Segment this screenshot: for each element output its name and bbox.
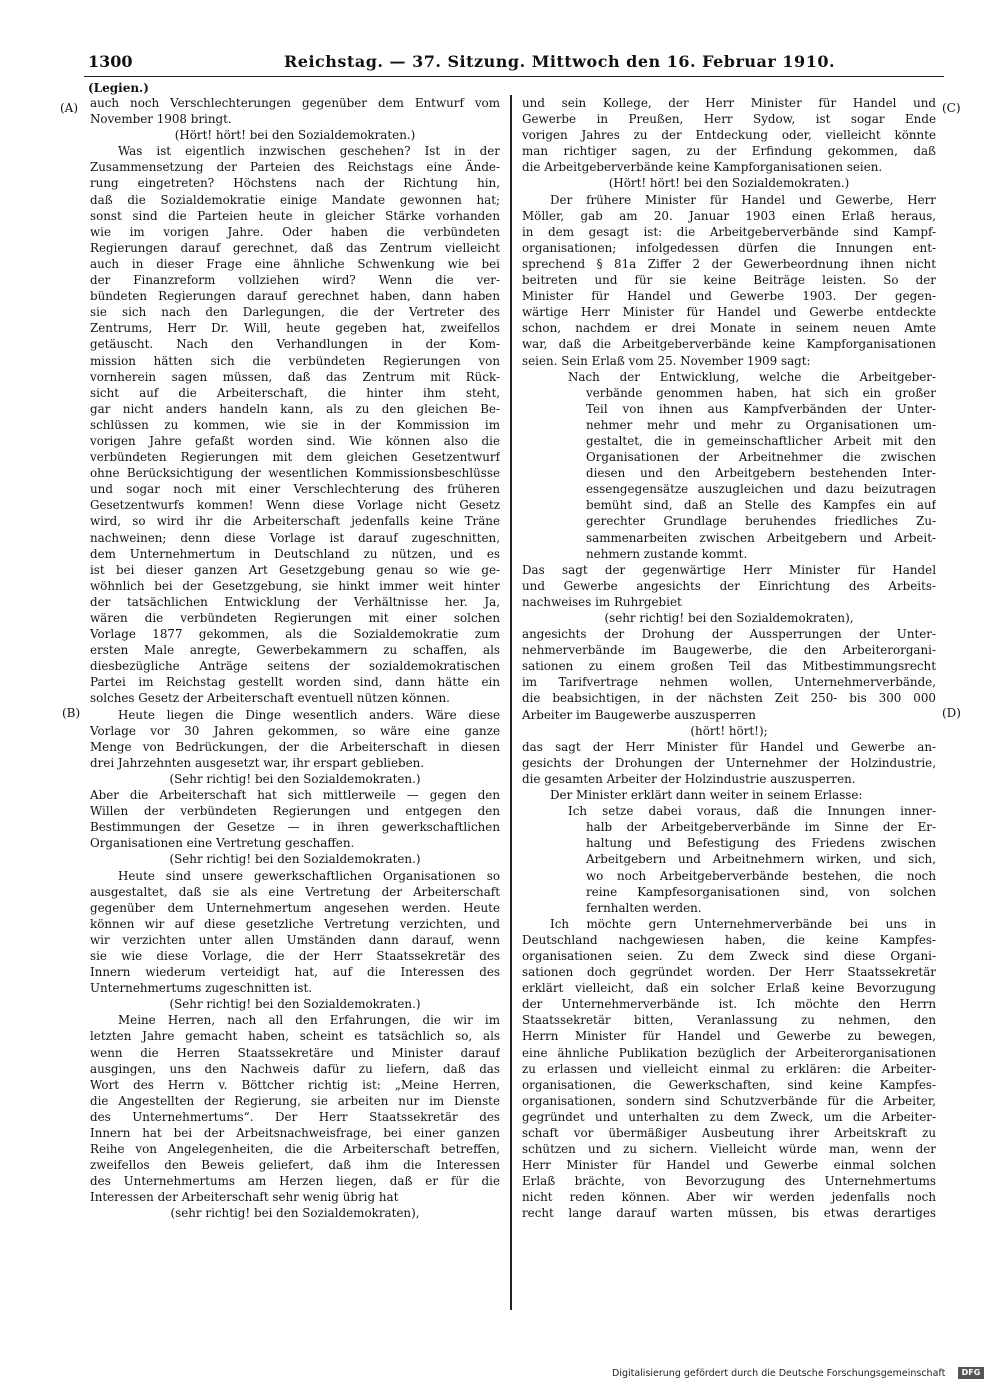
text-line: Wort des Herrn v. Böttcher richtig ist: „Meine Herren, (90, 1077, 500, 1092)
text-line: der tatsächlichen Entwicklung der Verhältnisse her. Ja, (90, 594, 500, 609)
text-line: die Arbeitgeberverbände keine Kampforganisationen seien. (522, 160, 883, 175)
text-line: Das sagt der gegenwärtige Herr Minister für Handel (522, 562, 936, 577)
text-line: gerechter Grundlage beruhendes friedliches Zu- (586, 514, 936, 529)
text-line: schon, nachdem er drei Monate in seinem neuen Amte (522, 321, 936, 336)
text-line: Ich setze dabei voraus, daß die Innungen inner- (568, 804, 936, 819)
text-line: organisationen; infolgedessen dürfen die Innungen ent- (522, 240, 936, 255)
text-line: nehmer mehr und mehr zu Organisationen um- (586, 417, 936, 432)
text-line: auch in dieser Frage eine ähnliche Schwenkung wie bei (90, 256, 500, 271)
text-line: halb der Arbeitgeberverbände im Sinne der Er- (586, 820, 936, 835)
text-line: Herrn Minister für Handel und Gewerbe zu bewegen, (522, 1029, 936, 1044)
text-line: organisationen seien. Zu dem Zweck sind diese Organi- (522, 948, 936, 963)
text-line: sationen doch gegründet worden. Der Herr Staatssekretär (522, 965, 936, 980)
text-line: Nach der Entwicklung, welche die Arbeitgeber- (568, 369, 936, 384)
text-line: gestaltet, die in gemeinschaftlicher Arbeit mit den (586, 433, 936, 448)
text-line: erklärt vielleicht, daß ein solcher Erlaß keine Bevorzugung (522, 981, 936, 996)
text-line: Gesetzentwurfs kommen! Wenn diese Vorlage nicht Gesetz (90, 498, 500, 513)
text-line: Regierungen darauf gerechnet, daß das Zentrum vielleicht (90, 240, 500, 255)
right-column (522, 95, 936, 1222)
text-line: haltung und Befestigung des Friedens zwischen (586, 836, 936, 851)
text-line: (Hört! hört! bei den Sozialdemokraten.) (174, 128, 416, 143)
text-line: auch noch Verschlechterungen gegenüber dem Entwurf vom (90, 96, 500, 110)
text-line: dem Unternehmertum in Deutschland zu nützen, und es (90, 546, 500, 561)
speaker-label: (Legien.) (88, 81, 149, 95)
text-line: Meine Herren, nach all den Erfahrungen, die wir im (118, 1013, 500, 1028)
text-line: Vorlage vor 30 Jahren gekommen, so wäre eine ganze (90, 723, 500, 738)
text-line: Der frühere Minister für Handel und Gewerbe, Herr (550, 192, 936, 207)
text-line: Ich möchte gern Unternehmerverbände bei uns in (550, 916, 936, 931)
text-line: nachweises im Ruhrgebiet (522, 594, 682, 609)
text-line: sprechend § 81a Ziffer 2 der Gewerbeordnung ihnen nicht (522, 256, 936, 271)
text-line: Staatssekretär bitten, Veranlassung zu nehmen, den (522, 1013, 936, 1028)
text-line: der Finanzreform vollziehen wird? Wenn die ver- (90, 273, 500, 288)
left-column (90, 95, 500, 1222)
text-line: gegründet und unterhalten zu dem Zweck, um die Arbeiter- (522, 1109, 936, 1124)
text-line: fernhalten werden. (586, 900, 702, 915)
text-line: im Tarifvertrage nehmen wollen, Unternehmerverbände, (522, 675, 936, 690)
text-line: sie wie diese Vorlage, die der Herr Staatssekretär des (90, 948, 500, 963)
text-line: beitreten und für sie keine Beiträge leisten. So der (522, 273, 936, 288)
text-line: Partei im Reichstag gestellt worden sind, dann hätte ein (90, 675, 500, 690)
text-line: und sein Kollege, der Herr Minister für Handel und (522, 96, 936, 110)
text-line: schlüssen zu kommen, wie sie in der Kommission im (90, 417, 500, 432)
text-line: Gewerbe in Preußen, Herr Sydow, ist sogar Ende (522, 112, 936, 127)
text-line: sie sich nach den Darlegungen, die der Vertreter des (90, 305, 500, 320)
text-line: wenn die Herren Staatssekretäre und Minister darauf (90, 1045, 500, 1060)
text-line: drei Jahrzehnten ausgesetzt war, ihr erspart geblieben. (90, 755, 425, 770)
text-line: Heute liegen die Dinge wesentlich anders. Wäre diese (118, 707, 500, 722)
text-line: sonst sind die Parteien heute in gleicher Stärke vorhanden (90, 208, 500, 223)
text-line: in dem gesagt ist: die Arbeitgeberverbände sind Kampf- (522, 224, 936, 239)
text-line: vorigen Jahres zu der Entdeckung oder, vielleicht könnte (522, 128, 936, 143)
text-line: November 1908 bringt. (90, 112, 232, 127)
margin-marker-a: (A) (60, 101, 79, 115)
text-line: wären die verbündeten Regierungen mit einer solchen (90, 611, 500, 625)
text-line: wärtige Herr Minister für Handel und Gewerbe entdeckte (522, 305, 936, 320)
running-title: Reichstag. — 37. Sitzung. Mittwoch den 16. Februar 1910. (284, 52, 836, 71)
text-line: Herr Minister für Handel und Gewerbe einmal solchen (522, 1158, 936, 1173)
text-line: (sehr richtig! bei den Sozialdemokraten), (604, 611, 854, 625)
text-line: Innern wiederum verteidigt hat, auf die Interessen des (90, 965, 500, 980)
text-line: (Hört! hört! bei den Sozialdemokraten.) (608, 176, 850, 191)
text-line: die Angestellten der Regierung, sie arbeiten nur im Dienste (90, 1093, 500, 1108)
text-line: verbündeten Regierungen mit dem gleichen Gesetzentwurf (90, 450, 500, 465)
text-line: können wir auf diese gesetzliche Vertretung verzichten, und (90, 916, 500, 931)
text-line: organisationen, sondern sind Schutzverbände für die Arbeiter, (522, 1093, 936, 1108)
text-line: sicht auf die Arbeiterschaft, die hinter ihm steht, (90, 385, 500, 400)
text-line: ausgingen, uns den Nachweis dafür zu liefern, daß das (90, 1061, 500, 1076)
text-line: des Unternehmertums“. Der Herr Staatssekretär des (90, 1109, 500, 1124)
text-line: wird, so wird ihr die Arbeiterschaft jedenfalls keine Träne (90, 514, 500, 529)
text-line: (Sehr richtig! bei den Sozialdemokraten.) (169, 997, 421, 1012)
text-line: vorigen Jahre gefaßt worden sind. Wie können also die (90, 433, 500, 448)
text-line: und sogar noch mit einer Verschlechterung des früheren (90, 482, 500, 497)
text-line: Der Minister erklärt dann weiter in seinem Erlasse: (550, 788, 863, 803)
text-line: getäuscht. Nach den Verhandlungen in der Kom- (90, 337, 500, 352)
text-line: (sehr richtig! bei den Sozialdemokraten), (170, 1206, 420, 1221)
text-line: ist bei dieser ganzen Art Gesetzgebung genau so wie ge- (90, 562, 500, 577)
page-header (84, 50, 944, 77)
margin-marker-b: (B) (62, 706, 81, 720)
text-line: die gesamten Arbeiter der Holzindustrie auszusperren. (522, 771, 856, 786)
text-line: Reihe von Angelegenheiten, die die Arbeiterschaft betreffen, (90, 1142, 500, 1157)
text-line: Arbeitgebern und Arbeitnehmern wirken, und sich, (586, 852, 936, 867)
text-line: ersten Male anregte, Gewerbekammern zu schaffen, als (90, 643, 500, 658)
text-line: vornherein sagen müssen, daß das Zentrum mit Rück- (90, 369, 500, 384)
text-line: des Unternehmertums am Herzen liegen, daß er für die (90, 1174, 500, 1189)
text-line: gegenüber dem Unternehmertum angesehen werden. Heute (90, 900, 500, 915)
text-line: (Sehr richtig! bei den Sozialdemokraten.) (169, 852, 421, 867)
text-line: sationen zu einem großen Teil das Mitbestimmungsrecht (522, 659, 936, 674)
text-line: diesen und den Arbeitgebern bestehenden Inter- (586, 466, 936, 481)
text-line: Zentrums, Herr Dr. Will, heute gegeben hat, zweifellos (90, 321, 500, 336)
text-line: nicht reden können. Aber wir werden jedenfalls noch (522, 1190, 936, 1205)
page-number: 1300 (88, 52, 133, 71)
text-line: wöhnlich bei der Gesetzgebung, sie hinkt immer weit hinter (90, 578, 500, 593)
text-line: verbände genommen haben, hat sich ein großer (586, 385, 936, 400)
text-line: zu erlassen und vielleicht einmal zu erklären: die Arbeiter- (522, 1061, 936, 1076)
text-line: seien. Sein Erlaß vom 25. November 1909 sagt: (522, 353, 811, 368)
text-line: man richtiger sagen, zu der Erfindung gekommen, daß (522, 144, 936, 159)
text-line: das sagt der Herr Minister für Handel und Gewerbe an- (522, 739, 936, 754)
dfg-logo: DFG (958, 1367, 984, 1379)
text-line: sammenarbeiten zwischen Arbeitgebern und Arbeit- (586, 530, 936, 545)
text-line: essengegensätze auszugleichen und dazu beizutragen (586, 482, 936, 497)
text-line: Unternehmertums zugeschnitten ist. (90, 981, 313, 996)
text-line: organisationen, die Gewerkschaften, sind keine Kampfes- (522, 1077, 936, 1092)
text-line: reine Kampfesorganisationen sind, von solchen (586, 884, 936, 899)
text-line: wir verzichten unter allen Umständen dann darauf, wenn (90, 932, 500, 947)
text-line: angesichts der Drohung der Aussperrungen der Unter- (522, 627, 936, 642)
text-line: letzten Jahre gemacht haben, scheint es tatsächlich so, als (90, 1029, 500, 1044)
text-line: zweifellos den Beweis geliefert, daß ihm die Interessen (90, 1158, 500, 1173)
text-line: daß die Sozialdemokratie einige Mandate gewonnen hat; (90, 192, 500, 207)
text-line: Organisationen eine Vertretung geschaffen. (90, 836, 355, 851)
text-line: solches Gesetz der Arbeiterschaft eventuell nützen können. (90, 691, 450, 706)
text-line: eine ähnliche Publikation bezüglich der Arbeiterorganisationen (522, 1045, 936, 1060)
text-line: Was ist eigentlich inzwischen geschehen? Ist in der (118, 144, 500, 159)
text-line: nehmern zustande kommt. (586, 546, 748, 561)
text-line: Menge von Bedrückungen, der die Arbeiterschaft in diesen (90, 739, 500, 754)
text-line: Interessen der Arbeiterschaft sehr wenig übrig hat (90, 1190, 399, 1205)
text-line: schaft vor übermäßiger Ausbeutung ihrer Arbeitskraft zu (522, 1126, 936, 1140)
text-line: (hört! hört!); (690, 723, 768, 738)
text-line: Erlaß brächte, von Bevorzugung des Unternehmertums (522, 1174, 936, 1189)
text-line: ohne Berücksichtigung der wesentlichen Kommissionsbeschlüsse (90, 466, 500, 481)
text-line: Bestimmungen der Gesetze — in ihren gewerkschaftlichen (90, 820, 500, 835)
text-line: die beabsichtigen, in der nächsten Zeit 250- bis 300 000 (522, 691, 936, 706)
text-line: Vorlage 1877 gekommen, als die Sozialdemokratie zum (90, 627, 500, 642)
text-line: Heute sind unsere gewerkschaftlichen Organisationen so (118, 868, 500, 883)
text-line: rung eingetreten? Höchstens nach der Richtung hin, (90, 176, 500, 191)
text-line: Teil von ihnen aus Kampfverbänden der Unter- (586, 401, 936, 416)
text-line: Organisationen der Arbeitnehmer die zwischen (586, 450, 936, 465)
margin-marker-c: (C) (942, 101, 961, 115)
text-line: und Gewerbe angesichts der Einrichtung des Arbeits- (522, 578, 936, 593)
text-line: mission hätten sich die verbündeten Regierungen von (90, 353, 500, 368)
text-line: Innern hat bei der Arbeitsnachweisfrage, bei einer ganzen (90, 1126, 500, 1140)
text-line: gar nicht anders handeln kann, als zu den gleichen Be- (90, 401, 500, 416)
text-line: nehmerverbände im Baugewerbe, die den Arbeiterorgani- (522, 643, 936, 658)
text-line: bemüht sind, daß an Stelle des Kampfes ein auf (586, 498, 936, 513)
text-line: Aber die Arbeiterschaft hat sich mittlerweile — gegen den (90, 788, 500, 803)
text-line: Willen der verbündeten Regierungen und entgegen den (90, 804, 500, 819)
text-line: schützen und zu sichern. Vielleicht würde man, wenn der (522, 1142, 936, 1157)
text-line: (Sehr richtig! bei den Sozialdemokraten.) (169, 771, 421, 786)
text-line: war, daß die Arbeitgeberverbände keine Kampforganisationen (522, 337, 936, 352)
text-line: Zusammensetzung der Parteien des Reichstags eine Ände- (90, 160, 500, 175)
text-line: ausgestaltet, daß sie als eine Vertretung der Arbeiterschaft (90, 884, 500, 899)
text-line: der Unternehmerverbände ist. Ich möchte den Herrn (522, 997, 936, 1012)
text-line: Deutschland nachgewiesen haben, die keine Kampfes- (522, 932, 936, 947)
text-line: recht lange darauf warten müssen, bis etwas derartiges (522, 1206, 936, 1221)
column-divider (510, 95, 512, 1310)
text-line: Arbeiter im Baugewerbe auszusperren (522, 707, 756, 722)
text-line: Möller, gab am 20. Januar 1903 einen Erlaß heraus, (522, 208, 936, 223)
text-line: nachweinen; denn diese Vorlage ist darauf zugeschnitten, (90, 530, 500, 545)
text-line: bündeten Regierungen darauf gerechnet haben, dann haben (90, 289, 500, 304)
text-line: Minister für Handel und Gewerbe 1903. Der gegen- (522, 289, 936, 304)
text-line: diesbezügliche Anträge seitens der sozialdemokratischen (90, 659, 500, 674)
digitization-credit: Digitalisierung gefördert durch die Deutsche Forschungsgemeinschaft (612, 1368, 946, 1379)
text-line: gesichts der Drohungen der Unternehmer der Holzindustrie, (522, 755, 936, 770)
text-line: wie im vorigen Jahre. Oder haben die verbündeten (90, 224, 500, 239)
margin-marker-d: (D) (942, 706, 961, 720)
text-line: wo noch Arbeitgeberverbände bestehen, die noch (586, 868, 936, 883)
